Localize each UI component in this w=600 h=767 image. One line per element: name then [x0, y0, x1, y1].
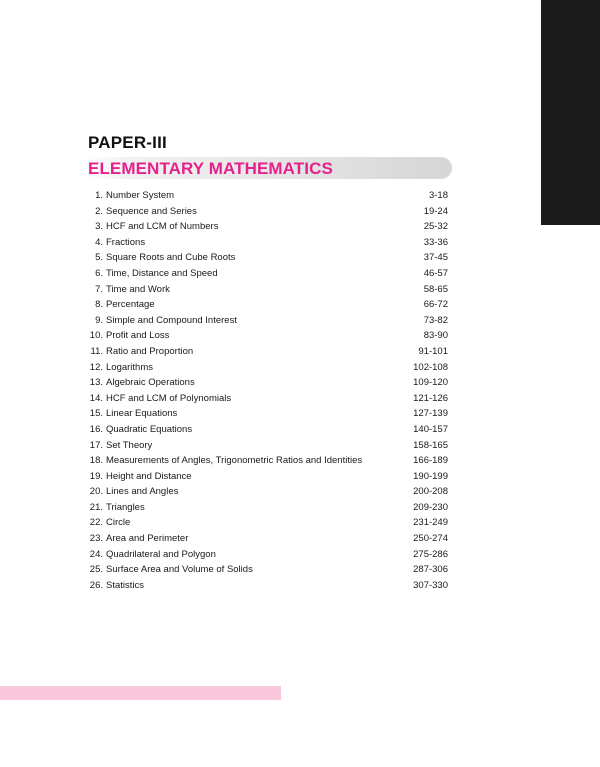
- toc-title: Time, Distance and Speed: [106, 267, 218, 279]
- toc-pages: 166-189: [413, 455, 448, 467]
- toc-pages: 250-274: [413, 533, 448, 545]
- toc-pages: 19-24: [423, 205, 448, 217]
- toc-pages: 3-18: [428, 190, 448, 201]
- toc-pages: 275-286: [413, 548, 448, 560]
- toc-pages: 46-57: [423, 267, 448, 279]
- toc-title: Set Theory: [106, 439, 153, 451]
- toc-number: 12.: [89, 361, 103, 373]
- toc-number: 20.: [89, 486, 103, 498]
- toc-row: [88, 219, 448, 235]
- toc-title: Linear Equations: [106, 408, 178, 420]
- toc-pages: 33-36: [423, 236, 448, 248]
- toc-number: 9.: [95, 314, 103, 326]
- toc-row: [88, 515, 448, 531]
- toc-row: [88, 484, 448, 500]
- toc-number: 18.: [89, 455, 103, 467]
- toc-row: [88, 531, 448, 547]
- toc-row: [88, 250, 448, 266]
- side-tab: [541, 0, 600, 225]
- toc-number: 5.: [95, 252, 103, 264]
- toc-number: 4.: [95, 236, 103, 248]
- toc-row: [88, 453, 448, 469]
- toc-number: 26.: [89, 579, 103, 591]
- toc-title: Lines and Angles: [106, 486, 179, 498]
- toc-title: Measurements of Angles, Trigonometric Ratios and Identities: [106, 455, 363, 467]
- toc-pages: 209-230: [413, 501, 448, 513]
- toc-row: [88, 578, 448, 594]
- toc-row: [88, 188, 448, 204]
- toc-pages: 200-208: [413, 486, 448, 498]
- toc-number: 13.: [89, 377, 103, 389]
- toc-row: [88, 204, 448, 220]
- toc-number: 11.: [90, 345, 103, 357]
- toc-title: Area and Perimeter: [106, 533, 189, 545]
- toc-pages: 231-249: [413, 517, 448, 529]
- toc-row: [88, 422, 448, 438]
- toc-row: [88, 500, 448, 516]
- toc-number: 21.: [89, 501, 103, 513]
- toc-row: [88, 328, 448, 344]
- toc-row: [88, 360, 448, 376]
- toc-number: 6.: [95, 267, 103, 279]
- toc-number: 17.: [89, 439, 103, 451]
- toc-row: [88, 297, 448, 313]
- toc-row: [88, 282, 448, 298]
- toc-title: Simple and Compound Interest: [106, 314, 237, 326]
- toc-pages: 37-45: [423, 252, 448, 264]
- section-banner: [82, 157, 452, 179]
- toc-number: 16.: [89, 423, 103, 435]
- toc-pages: 102-108: [413, 361, 448, 373]
- toc-title: Quadratic Equations: [106, 423, 193, 435]
- toc-number: 3.: [95, 221, 103, 233]
- toc-title: Square Roots and Cube Roots: [106, 252, 236, 264]
- toc-pages: 158-165: [413, 439, 448, 451]
- toc-pages: 121-126: [413, 392, 448, 404]
- toc-title: Algebraic Operations: [106, 377, 195, 389]
- toc-title: Ratio and Proportion: [106, 345, 194, 357]
- toc-number: 8.: [95, 299, 103, 311]
- toc-pages: 287-306: [413, 564, 448, 576]
- section-title: ELEMENTARY MATHEMATICS: [88, 159, 333, 178]
- toc-title: Logarithms: [106, 361, 153, 373]
- toc-number: 24.: [89, 548, 103, 560]
- toc-number: 22.: [89, 517, 103, 529]
- toc-title: Time and Work: [106, 283, 170, 295]
- toc-row: [88, 547, 448, 563]
- toc-number: 7.: [95, 283, 103, 295]
- toc-number: 2.: [95, 205, 103, 217]
- toc-number: 25.: [89, 564, 103, 576]
- toc-number: 15.: [89, 408, 103, 420]
- toc-row: [88, 438, 448, 454]
- toc-title: Circle: [106, 517, 131, 529]
- toc-row: [88, 235, 448, 251]
- toc-title: Percentage: [106, 299, 155, 311]
- toc-row: [88, 313, 448, 329]
- toc-title: Height and Distance: [106, 470, 192, 482]
- toc-pages: 25-32: [423, 221, 448, 233]
- toc-row: [88, 391, 448, 407]
- toc-title: Statistics: [106, 579, 145, 591]
- toc-title: HCF and LCM of Numbers: [106, 221, 219, 233]
- toc-number: 19.: [89, 470, 103, 482]
- toc-row: [88, 406, 448, 422]
- toc-row: [88, 562, 448, 578]
- toc-pages: 127-139: [413, 408, 448, 420]
- toc-title: Sequence and Series: [106, 205, 197, 217]
- toc-pages: 83-90: [423, 330, 448, 342]
- toc-title: Fractions: [106, 236, 146, 248]
- footer-band: [0, 686, 281, 700]
- paper-title: PAPER-III: [88, 133, 167, 152]
- toc-row: [88, 344, 448, 360]
- toc-number: 1.: [95, 190, 103, 201]
- toc-title: Surface Area and Volume of Solids: [106, 564, 253, 576]
- toc-row: [88, 375, 448, 391]
- table-of-contents: [88, 188, 448, 593]
- toc-title: HCF and LCM of Polynomials: [106, 392, 232, 404]
- toc-row: [88, 266, 448, 282]
- toc-pages: 109-120: [413, 377, 448, 389]
- toc-pages: 73-82: [423, 314, 448, 326]
- toc-title: Profit and Loss: [106, 330, 170, 342]
- toc-title: Quadrilateral and Polygon: [106, 548, 216, 560]
- toc-pages: 307-330: [413, 579, 448, 591]
- toc-pages: 190-199: [413, 470, 448, 482]
- toc-pages: 58-65: [423, 283, 448, 295]
- toc-title: Number System: [106, 190, 175, 201]
- toc-number: 14.: [89, 392, 103, 404]
- toc-title: Triangles: [106, 501, 145, 513]
- toc-number: 10.: [89, 330, 103, 342]
- toc-number: 23.: [89, 533, 103, 545]
- toc-pages: 140-157: [413, 423, 448, 435]
- toc-pages: 91-101: [418, 345, 448, 357]
- toc-pages: 66-72: [423, 299, 448, 311]
- toc-row: [88, 469, 448, 485]
